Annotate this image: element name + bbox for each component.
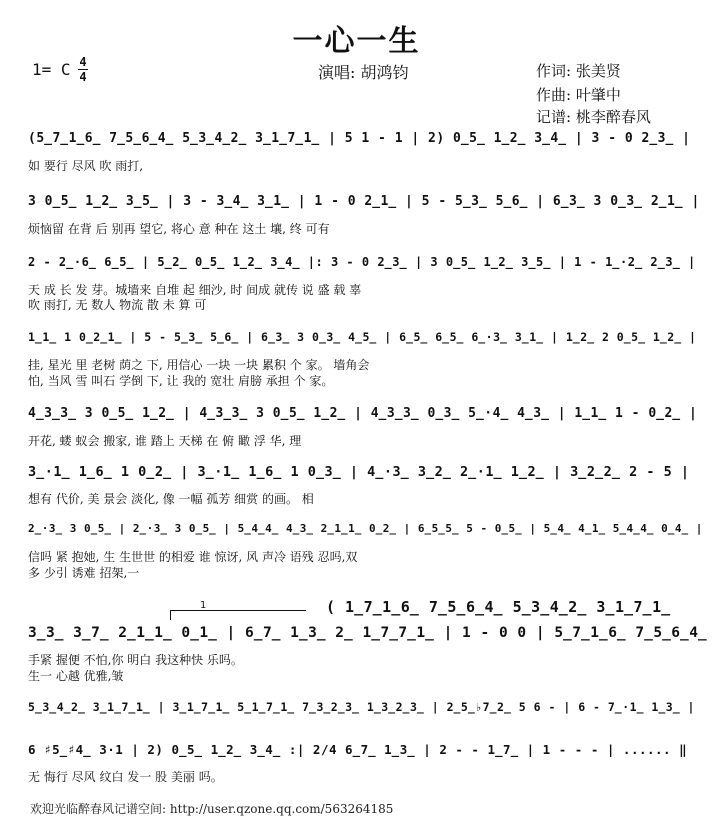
lyric-line: 挂, 星光 里 老树 荫之 下, 用信心 一块 一块 累积 个 家。 墙角会 bbox=[28, 358, 370, 372]
notation-row: 5̲3̲4̲2̲ 3̲1̲7̲1̲ | 3̲1̲7̲1̲ 5̲1̲7̲1̲ 7̲3̲2̲3̲ 1̲3̲2̲3̲ | 2̲5̲♭7̲2̲ 5 6 - | 6 - 7̲·1̲ 1̲3̲ | bbox=[28, 700, 695, 714]
transcriber-credit: 记谱: 桃李醉春风 bbox=[536, 108, 651, 126]
notation-row: 6 ♯5̲♯4̲ 3·1 | 2) 0̲5̲ 1̲2̲ 3̲4̲ :| 2/4 6̲7̲ 1̲3̲ | 2 - - 1̲7̲ | 1 - - - | ...... ‖ bbox=[28, 742, 688, 757]
lyric-line: 吹 雨打, 无 数人 物流 散 未 算 可 bbox=[28, 298, 207, 312]
volta-number: 1 bbox=[200, 600, 207, 611]
lyric-line: 如 要行 尽风 吹 雨打, bbox=[28, 159, 144, 173]
lyric-line: 多 少引 诱难 招架,一 bbox=[28, 566, 140, 580]
prelude-notation: ( 1̲7̲1̲6̲ 7̲5̲6̲4̲ 5̲3̲4̲2̲ 3̲1̲7̲1̲ bbox=[326, 598, 671, 616]
lyric-line: 想有 代价, 美 景会 淡化, 像 一幅 孤芳 细赏 的画。 相 bbox=[28, 492, 314, 506]
lyric-line: 烦恼留 在背 后 别再 望它, 将心 意 种在 这土 壤, 终 可有 bbox=[28, 222, 330, 236]
notation-row: 2̲·3̲ 3 0̲5̲ | 2̲·3̲ 3 0̲5̲ | 5̲4̲4̲ 4̲3̲ 2̲1̲1̲ 0̲2̲ | 6̲5̲5̲ 5 - 0̲5̲ | 5̲4̲ 4̲1̲ 5̲4̲4̲ 0̲4̲ | bbox=[28, 522, 703, 535]
notation-row: 2 - 2̲·6̲ 6̲5̲ | 5̲2̲ 0̲5̲ 1̲2̲ 3̲4̲ |: 3 - 0 2̲3̲ | 3 0̲5̲ 1̲2̲ 3̲5̲ | 1 - 1̲·2̲ 2̲3̲ | bbox=[28, 255, 696, 269]
notation-row: (5̲7̲1̲6̲ 7̲5̲6̲4̲ 5̲3̲4̲2̲ 3̲1̲7̲1̲ | 5 1 - 1 | 2) 0̲5̲ 1̲2̲ 3̲4̲ | 3 - 0 2̲3̲ | bbox=[28, 131, 691, 146]
time-signature bbox=[78, 56, 88, 83]
footer-text: 欢迎光临醉春风记谱空间: http://user.qzone.qq.com/563264185 bbox=[30, 802, 394, 816]
singer-credit: 演唱: 胡鸿钧 bbox=[318, 63, 409, 82]
lyric-line: 无 悔行 尽风 纹白 发一 股 美丽 吗。 bbox=[28, 770, 223, 784]
notation-row: 4̲3̲3̲ 3 0̲5̲ 1̲2̲ | 4̲3̲3̲ 3 0̲5̲ 1̲2̲ | 4̲3̲3̲ 0̲3̲ 5̲·4̲ 4̲3̲ | 1̲1̲ 1 - 0̲2̲ | bbox=[28, 406, 698, 421]
lyric-line: 信吗 紧 抱她, 生 生世世 的相爱 谁 惊讶, 风 声冷 语残 忍吗,双 bbox=[28, 550, 358, 564]
lyric-line: 手紧 握便 不怕,你 明白 我这种快 乐吗。 bbox=[28, 653, 243, 667]
lyric-line: 怕, 当风 雪 叫石 学倒 下, 让 我的 宽壮 肩膀 承担 个 家。 bbox=[28, 374, 334, 388]
notation-row: 3̲·1̲ 1̲6̲ 1 0̲2̲ | 3̲·1̲ 1̲6̲ 1 0̲3̲ | 4̲·3̲ 3̲2̲ 2̲·1̲ 1̲2̲ | 3̲2̲2̲ 2 - 5 | bbox=[28, 464, 690, 480]
lyric-line: 天 成 长 发 芽。城墙来 自堆 起 细沙, 时 间成 就传 说 盛 载 辜 bbox=[28, 283, 362, 297]
lyricist-credit: 作词: 张美贤 bbox=[536, 62, 621, 80]
notation-row: 3̲3̲ 3̲7̲ 2̲1̲1̲ 0̲1̲ | 6̲7̲ 1̲3̲ 2̲ 1̲7̲7̲1̲ | 1 - 0 0 | 5̲7̲1̲6̲ 7̲5̲6̲4̲ bbox=[28, 625, 708, 641]
notation-row: 1̲1̲ 1 0̲2̲1̲ | 5 - 5̲3̲ 5̲6̲ | 6̲3̲ 3 0̲3̲ 4̲5̲ | 6̲5̲ 6̲5̲ 6̲·3̲ 3̲1̲ | 1̲2̲ 2 0̲5̲ 1̲2̲ | bbox=[28, 330, 697, 344]
composer-credit: 作曲: 叶肇中 bbox=[536, 86, 621, 104]
lyric-line: 开花, 蝼 蚁会 搬家, 谁 踏上 天梯 在 俯 瞰 浮 华, 理 bbox=[28, 434, 302, 448]
song-title: 一心一生 bbox=[292, 24, 421, 59]
time-signature-bottom: 4 bbox=[79, 70, 87, 84]
notation-row: 3 0̲5̲ 1̲2̲ 3̲5̲ | 3 - 3̲4̲ 3̲1̲ | 1 - 0 2̲1̲ | 5 - 5̲3̲ 5̲6̲ | 6̲3̲ 3 0̲3̲ 2̲1̲ | bbox=[28, 194, 700, 209]
key-signature: 1= C bbox=[32, 60, 71, 79]
time-signature-top: 4 bbox=[79, 55, 87, 69]
lyric-line: 生一 心越 优雅,皱 bbox=[28, 669, 124, 683]
